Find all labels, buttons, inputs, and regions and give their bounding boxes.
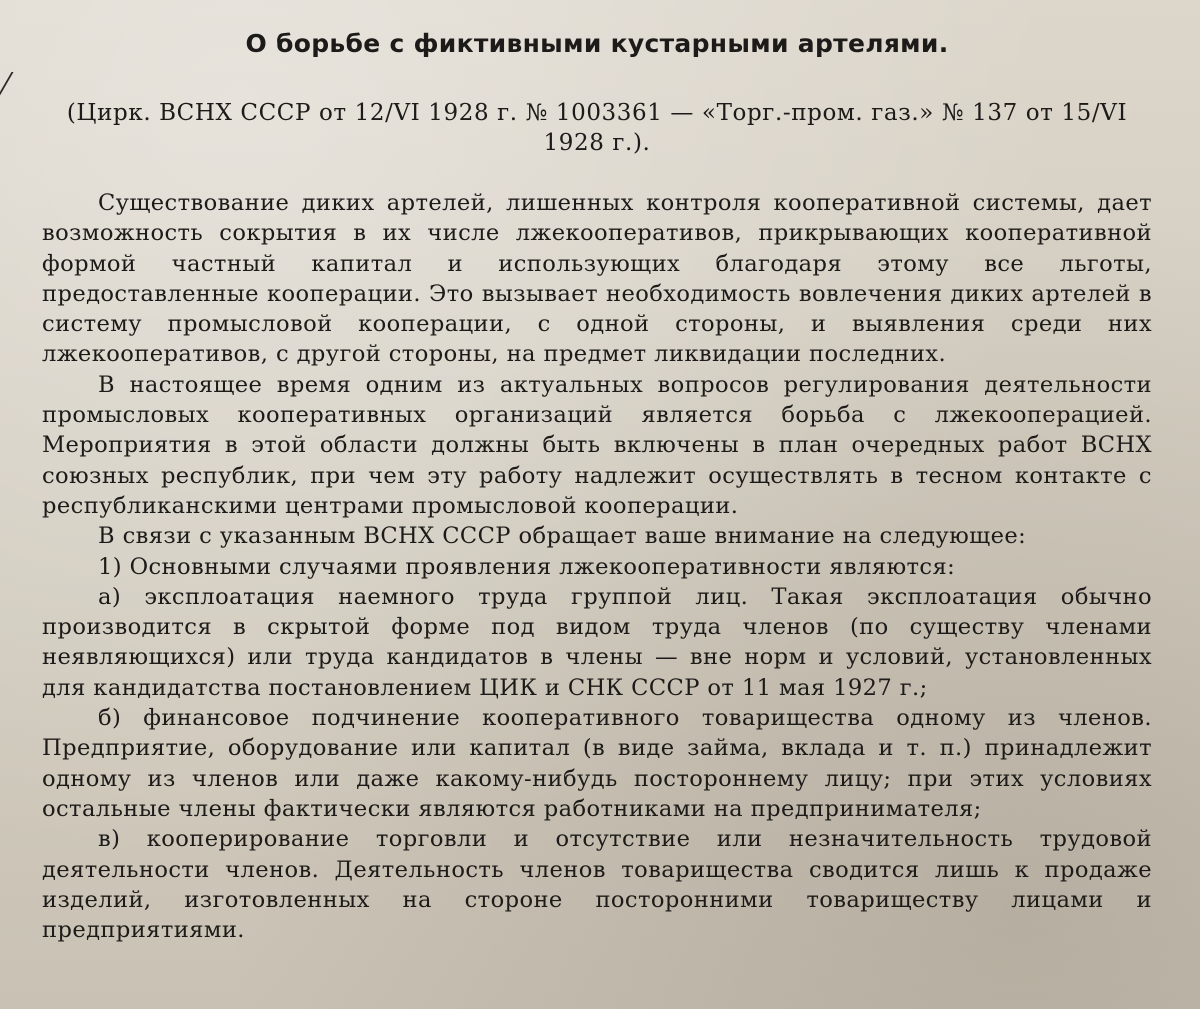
paragraph: Существование диких артелей, лишенных контроля кооперативной системы, дает возможность сокрытия в их числе лжекооперативов, прикрывающих кооперативной формой частный капитал и использующих благодаря этому все льготы, предоставленные кооперации. Это вызывает необходимость вовлечения диких артелей в систему промысловой кооперации, с одной стороны, и выявления среди них лжекооперативов, с другой стороны, на предмет ликвидации последних. bbox=[42, 190, 1152, 368]
list-item: в) кооперирование торговли и отсутствие или незначительность трудовой деятельности членов. Деятельность членов товарищества сводится лишь к продаже изделий, изготовленных на стороне посторонними товариществу лицами и предприятиями. bbox=[42, 826, 1152, 944]
citation-reference: (Цирк. ВСНХ СССР от 12/VI 1928 г. № 1003361 — «Торг.-пром. газ.» № 137 от 15/VI 1928 г.). bbox=[66, 100, 1128, 156]
margin-pencil-mark bbox=[0, 72, 32, 98]
document-title: О борьбе с фиктивными кустарными артелями. bbox=[245, 29, 949, 58]
document-body bbox=[42, 188, 1152, 945]
paragraph: В связи с указанным ВСНХ СССР обращает ваше внимание на следующее: bbox=[98, 523, 1027, 550]
paragraph: В настоящее время одним из актуальных вопросов регулирования деятельности промысловых кооперативных организаций является борьба с лжекооперацией. Мероприятия в этой области должны быть включены в план очередных работ ВСНХ союзных республик, при чем эту работу надлежит осуществлять в тесном контакте с республиканскими центрами промысловой кооперации. bbox=[42, 371, 1152, 519]
list-item: 1) Основными случаями проявления лжекооперативности являются: bbox=[98, 553, 956, 580]
list-item: б) финансовое подчинение кооперативного товарищества одному из членов. Предприятие, оборудование или капитал (в виде займа, вклада и т. п.) принадлежит одному из членов или даже какому-нибудь постороннему лицу; при этих условиях остальные члены фактически являются работниками на предпринимателя; bbox=[42, 705, 1152, 822]
list-item: а) эксплоатация наемного труда группой лиц. Такая эксплоатация обычно производится в скрытой форме под видом труда членов (по существу членами неявляющихся) или труда кандидатов в члены — вне норм и условий, установленных для кандидатства постановлением ЦИК и СНК СССР от 11 мая 1927 г.; bbox=[42, 583, 1152, 701]
